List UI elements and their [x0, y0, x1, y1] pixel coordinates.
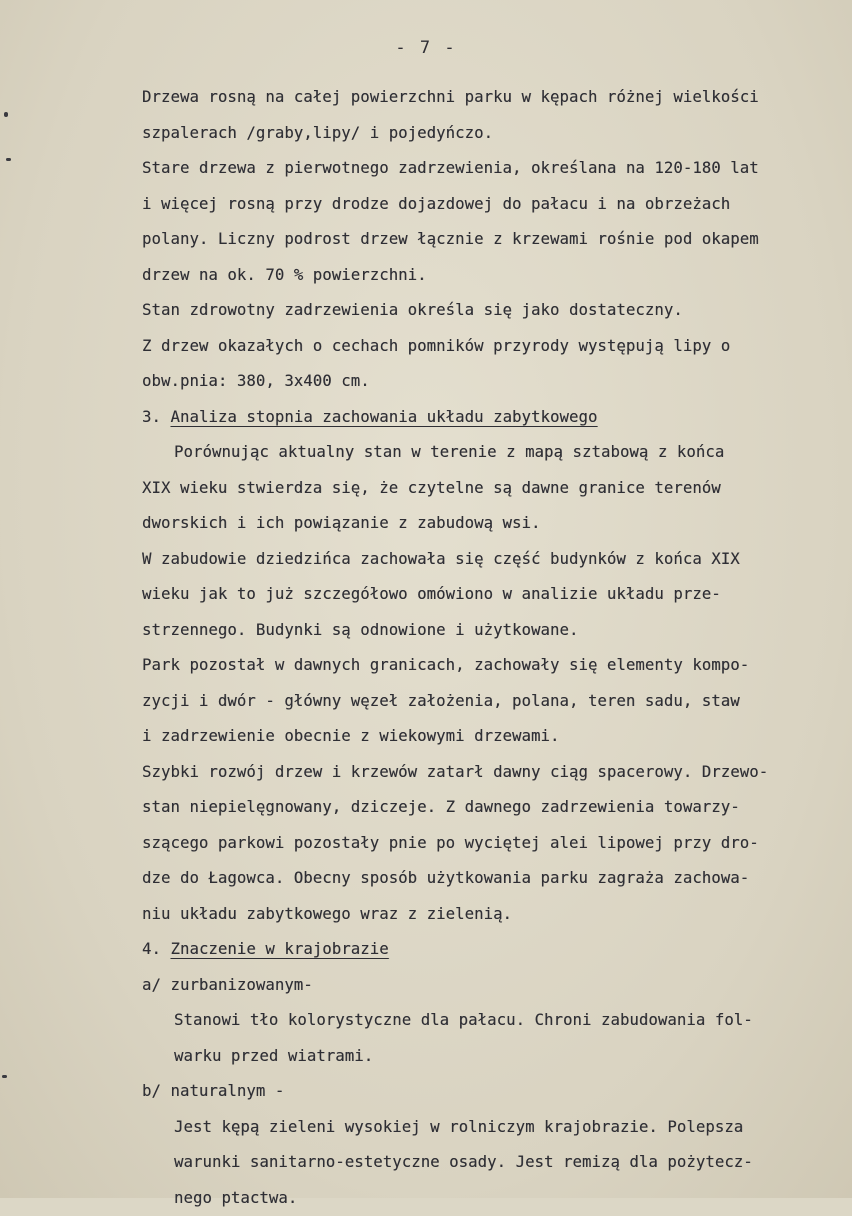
section-number: 3.: [142, 408, 161, 426]
text-line: niu układu zabytkowego wraz z zielenią.: [142, 897, 842, 933]
text-line: Z drzew okazałych o cechach pomników przyrody występują lipy o: [142, 329, 842, 365]
text-line: Jest kępą zieleni wysokiej w rolniczym krajobrazie. Polepsza: [142, 1110, 842, 1146]
text-line: XIX wieku stwierdza się, że czytelne są dawne granice terenów: [142, 471, 842, 507]
text-line: Stare drzewa z pierwotnego zadrzewienia, określana na 120-180 lat: [142, 151, 842, 187]
section-number: 4.: [142, 940, 161, 958]
text-line: szącego parkowi pozostały pnie po wyciętej alei lipowej przy dro-: [142, 826, 842, 862]
text-line: strzennego. Budynki są odnowione i użytkowane.: [142, 613, 842, 649]
text-line: Park pozostał w dawnych granicach, zachowały się elementy kompo-: [142, 648, 842, 684]
text-line: dworskich i ich powiązanie z zabudową wsi.: [142, 506, 842, 542]
text-line: wieku jak to już szczegółowo omówiono w analizie układu prze-: [142, 577, 842, 613]
margin-mark: [2, 1075, 7, 1078]
document-body: [142, 80, 842, 1216]
section-heading: [142, 932, 842, 968]
text-line: W zabudowie dziedzińca zachowała się część budynków z końca XIX: [142, 542, 842, 578]
text-line: nego ptactwa.: [142, 1181, 842, 1216]
text-line: dze do Łagowca. Obecny sposób użytkowania parku zagraża zachowa-: [142, 861, 842, 897]
section-heading: [142, 400, 842, 436]
text-line: Drzewa rosną na całej powierzchni parku w kępach różnej wielkości: [142, 80, 842, 116]
text-line: Stanowi tło kolorystyczne dla pałacu. Chroni zabudowania fol-: [142, 1003, 842, 1039]
text-line: zycji i dwór - główny węzeł założenia, polana, teren sadu, staw: [142, 684, 842, 720]
text-line: Porównując aktualny stan w terenie z mapą sztabową z końca: [142, 435, 842, 471]
list-label: b/ naturalnym -: [142, 1074, 842, 1110]
text-line: stan niepielęgnowany, dziczeje. Z dawnego zadrzewienia towarzy-: [142, 790, 842, 826]
text-line: i więcej rosną przy drodze dojazdowej do pałacu i na obrzeżach: [142, 187, 842, 223]
text-line: obw.pnia: 380, 3x400 cm.: [142, 364, 842, 400]
page-number: - 7 -: [0, 38, 852, 58]
list-label: a/ zurbanizowanym-: [142, 968, 842, 1004]
text-line: polany. Liczny podrost drzew łącznie z krzewami rośnie pod okapem: [142, 222, 842, 258]
text-line: Stan zdrowotny zadrzewienia określa się jako dostateczny.: [142, 293, 842, 329]
margin-mark: [4, 112, 8, 117]
text-line: warunki sanitarno-estetyczne osady. Jest remizą dla pożytecz-: [142, 1145, 842, 1181]
margin-mark: [6, 158, 11, 161]
text-line: drzew na ok. 70 % powierzchni.: [142, 258, 842, 294]
section-title: Analiza stopnia zachowania układu zabytkowego: [170, 408, 597, 426]
text-line: i zadrzewienie obecnie z wiekowymi drzewami.: [142, 719, 842, 755]
section-title: Znaczenie w krajobrazie: [170, 940, 388, 958]
text-line: warku przed wiatrami.: [142, 1039, 842, 1075]
text-line: szpalerach /graby,lipy/ i pojedyńczo.: [142, 116, 842, 152]
text-line: Szybki rozwój drzew i krzewów zatarł dawny ciąg spacerowy. Drzewo-: [142, 755, 842, 791]
